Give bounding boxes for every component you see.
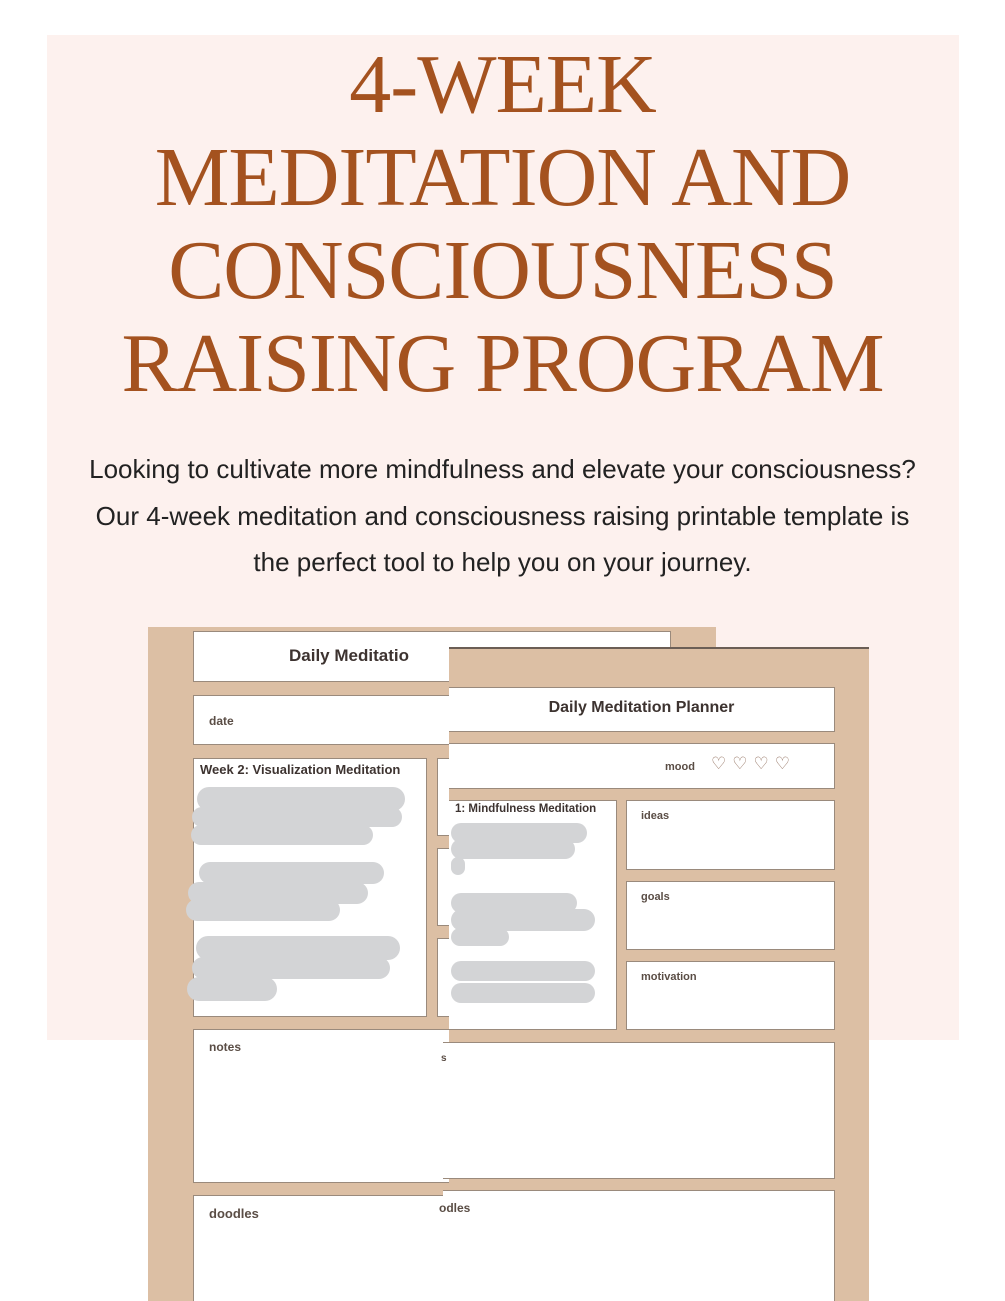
notes-label: s (441, 1053, 447, 1064)
mood-rating[interactable] (705, 754, 790, 774)
motivation-label: motivation (641, 971, 697, 983)
redacted-text (451, 983, 595, 1003)
date-label: date (209, 714, 234, 728)
intro-line: Our 4-week meditation and consciousness raising printable template is (95, 500, 910, 531)
doodles-label: doodles (209, 1206, 259, 1221)
intro-line: Looking to cultivate more mindfulness and elevate your consciousness? (89, 454, 916, 484)
redacted-text (192, 807, 402, 827)
front-doodles-box (439, 1190, 835, 1301)
mood-label: mood (665, 761, 695, 773)
back-week-box (193, 758, 427, 1017)
redacted-text (451, 961, 595, 981)
ideas-box (626, 800, 835, 870)
redacted-text (186, 899, 340, 921)
redacted-text (191, 825, 373, 845)
back-date-box (193, 695, 493, 745)
redacted-text (187, 977, 277, 1001)
intro-line: the perfect tool to help you on your journey. (253, 547, 752, 577)
back-notes-box (193, 1029, 453, 1183)
week-label: Week 2: Visualization Meditation (200, 762, 401, 777)
heart-smile-icon[interactable]: ♡ (732, 754, 748, 773)
title-line: 4-WEEK (349, 38, 656, 131)
back-title: Daily Meditatio (289, 646, 409, 665)
title-line: MEDITATION AND (154, 131, 851, 224)
redacted-text (192, 957, 390, 979)
front-title: Daily Meditation Planner (548, 699, 735, 716)
redacted-text (199, 862, 384, 884)
redacted-text (451, 928, 509, 946)
goals-label: goals (641, 891, 670, 903)
doodles-label: odles (439, 1201, 471, 1215)
goals-box (626, 881, 835, 950)
title-line: CONSCIOUSNESS (168, 224, 837, 317)
intro-text (20, 446, 985, 586)
back-doodles-box (193, 1195, 453, 1301)
heart-smile-icon[interactable]: ♡ (711, 754, 727, 773)
ideas-label: ideas (641, 810, 670, 822)
page-title (0, 38, 1005, 410)
front-notes-box (443, 1042, 835, 1179)
heart-neutral-icon[interactable]: ♡ (753, 754, 769, 773)
week-label: 1: Mindfulness Meditation (455, 803, 597, 815)
front-title-box (449, 687, 835, 732)
front-week-box (449, 800, 617, 1030)
front-mood-box (449, 743, 835, 789)
motivation-box (626, 961, 835, 1030)
heart-sad-icon[interactable]: ♡ (774, 754, 790, 773)
front-planner-page (439, 647, 869, 1301)
redacted-text (451, 857, 465, 875)
redacted-text (451, 839, 575, 859)
notes-label: notes (209, 1040, 242, 1054)
title-line: RAISING PROGRAM (121, 317, 884, 410)
